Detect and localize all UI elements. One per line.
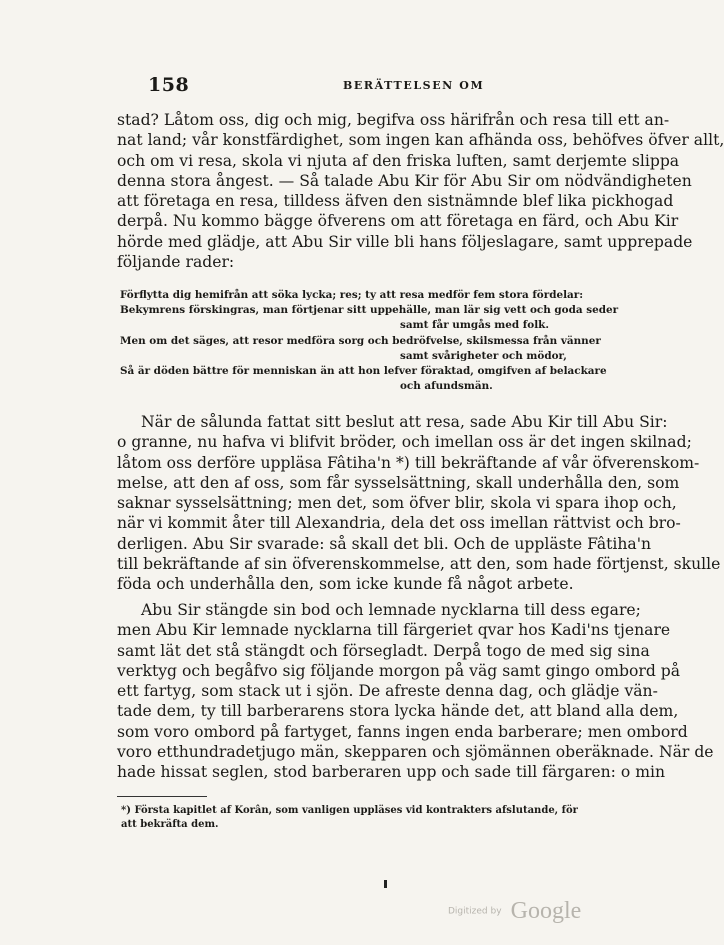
text-line: När de sålunda fattat sitt beslut att resa, sade Abu Kir till Abu Sir:	[141, 413, 668, 431]
text-line: tade dem, ty till barberarens stora lycka hände det, att bland alla dem,	[117, 702, 679, 721]
text-line: nat land; vår konstfärdighet, som ingen kan afhända oss, behöfves öfver allt,	[117, 131, 724, 150]
text-line: Abu Sir stängde sin bod och lemnade nycklarna till dess egare;	[141, 601, 641, 619]
footnote-divider	[117, 796, 207, 797]
text-line: derligen. Abu Sir svarade: så skall det bli. Och de uppläste Fâtiha'n	[117, 534, 652, 553]
footnote	[121, 804, 627, 831]
digitization-watermark	[448, 898, 581, 925]
text-line: och om vi resa, skola vi njuta af den friska luften, samt derjemte slippa	[117, 151, 680, 170]
verse-line: samt får umgås med folk.	[400, 319, 549, 332]
text-line: samt lät det stå stängdt och försegladt. Derpå togo de med sig sina	[117, 641, 650, 660]
verse-line: samt svårigheter och mödor,	[400, 349, 567, 362]
footnote-line: *) Första kapitlet af Korân, som vanligen uppläses vid kontrakters afslutande, för	[121, 805, 578, 816]
text-line: men Abu Kir lemnade nycklarna till färgeriet qvar hos Kadi'ns tjenare	[117, 621, 671, 640]
watermark-prefix: Digitized by	[448, 906, 502, 917]
text-line: hörde med glädje, att Abu Sir ville bli hans följeslagare, samt upprepade	[117, 232, 693, 251]
page-number: 158	[148, 74, 190, 96]
print-mark	[384, 880, 387, 888]
text-line: stad? Låtom oss, dig och mig, begifva oss härifrån och resa till ett an-	[117, 111, 670, 129]
text-line: som voro ombord på fartyget, fanns ingen enda barberare; men ombord	[117, 722, 688, 741]
verse-line: Bekymrens förskingras, man förtjenar sitt uppehälle, man lär sig vett och goda seder	[120, 304, 619, 317]
text-line: att företaga en resa, tilldess äfven den sistnämnde blef lika pickhogad	[117, 192, 674, 211]
text-line: saknar sysselsättning; men det, som öfver blir, skola vi spara ihop och,	[117, 494, 677, 513]
verse-block	[120, 288, 628, 394]
paragraph-1	[117, 110, 724, 272]
google-logo: Google	[510, 898, 582, 924]
text-line: till bekräftande af sin öfverenskommelse, att den, som hade förtjenst, skulle	[117, 555, 721, 574]
verse-line: och afundsmän.	[400, 380, 493, 393]
text-line: ett fartyg, som stack ut i sjön. De afreste denna dag, och glädje vän-	[117, 682, 658, 701]
text-line: derpå. Nu kommo bägge öfverens om att företaga en färd, och Abu Kir	[117, 212, 679, 231]
text-line: verktyg och begåfvo sig följande morgon på väg samt gingo ombord på	[117, 661, 681, 680]
paragraph-2	[117, 412, 721, 595]
verse-line: Förflytta dig hemifrån att söka lycka; res; ty att resa medför fem stora fördelar:	[120, 289, 584, 301]
text-line: följande rader:	[117, 253, 235, 272]
text-line: när vi kommit åter till Alexandria, dela det oss imellan rättvist och bro-	[117, 514, 681, 533]
text-line: hade hissat seglen, stod barberaren upp och sade till färgaren: o min	[117, 763, 666, 782]
text-line: föda och underhålla den, som icke kunde få något arbete.	[117, 575, 574, 594]
verse-line: Så är döden bättre för menniskan än att hon lefver föraktad, omgifven af belackare	[120, 365, 607, 378]
footnote-line: att bekräfta dem.	[121, 818, 219, 830]
verse-line: Men om det säges, att resor medföra sorg och bedröfvelse, skilsmessa från vänner	[120, 334, 601, 347]
text-line: melse, att den af oss, som får sysselsättning, skall underhålla den, som	[117, 473, 680, 492]
page-header	[148, 74, 628, 96]
running-title: BERÄTTELSEN OM	[343, 79, 485, 92]
text-line: voro etthundradetjugo män, skepparen och sjömännen oberäknade. När de	[117, 743, 714, 762]
paragraph-3	[117, 600, 714, 783]
text-line: låtom oss derföre uppläsa Fâtiha'n *) till bekräftande af vår öfverenskom-	[117, 453, 700, 472]
text-line: o granne, nu hafva vi blifvit bröder, och imellan oss är det ingen skilnad;	[117, 433, 692, 452]
text-line: denna stora ångest. — Så talade Abu Kir för Abu Sir om nödvändigheten	[117, 171, 692, 190]
